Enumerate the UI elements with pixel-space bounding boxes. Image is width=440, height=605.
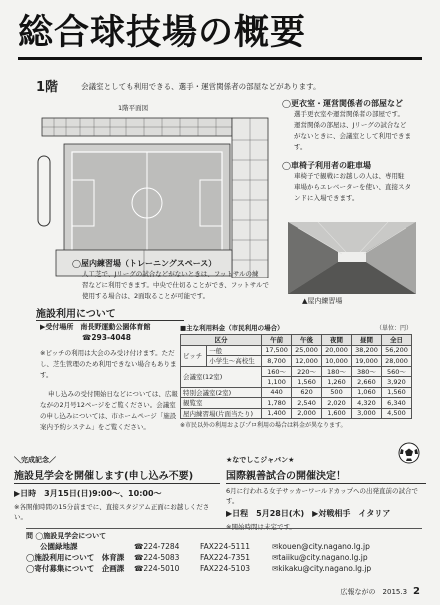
callout-line: す。: [294, 143, 307, 151]
floor-plan-image: [34, 100, 274, 278]
fee-cell: 1,260: [322, 377, 352, 388]
match-note: ※開始時間は未定です。: [226, 523, 296, 531]
fee-row-sublabel: 小学生～高校生: [207, 356, 262, 367]
fee-cell: 3,000: [352, 408, 382, 419]
callout-line: 選手更衣室や運営関係者の部屋です。: [294, 110, 404, 118]
tour-note: ※各開催時間の15分前までに、直接スタジアム正面にお越しください。: [14, 503, 210, 521]
contact-fax: FAX224-5111: [200, 542, 251, 551]
callout-line: ンドに入場できます。: [294, 194, 359, 202]
fee-cell: 8,700: [262, 356, 292, 367]
fee-cell: 10,000: [322, 356, 352, 367]
fee-cell: 12,000: [292, 356, 322, 367]
fee-cell: 38,200: [352, 345, 382, 356]
fee-cell: 28,000: [381, 356, 411, 367]
fee-row-sublabel: 一般: [207, 345, 262, 356]
tour-announcement: [14, 455, 220, 522]
match-title: 国際親善試合の開催決定！: [226, 467, 426, 484]
table-row: [181, 398, 412, 409]
fee-cell: 1,780: [262, 398, 292, 409]
fee-row-label: 特別会議室(2室): [181, 387, 262, 398]
callout-line: がないときに、会議室として利用できま: [294, 132, 411, 140]
contact-row: [26, 552, 422, 563]
fee-cell: 19,000: [352, 356, 382, 367]
fee-heading-text: ■主な利用料金（市民利用の場合）: [180, 324, 284, 332]
fee-cell: 4,500: [381, 408, 411, 419]
fee-unit: （単位：円）: [375, 325, 412, 332]
callout-line: 運営関係の部屋は、Jリーグの試合など: [294, 121, 407, 129]
fee-col-afternoon: 午後: [292, 335, 322, 346]
contact-email[interactable]: ✉taiiku@city.nagano.lg.jp: [272, 553, 368, 562]
footer-publication: 広報ながの 2015.3: [340, 588, 408, 596]
tour-title: 施設見学会を開催します(申し込み不要): [14, 467, 220, 484]
fee-cell: 2,660: [352, 377, 382, 388]
fee-cell: 1,400: [262, 408, 292, 419]
fee-cell: 440: [262, 387, 292, 398]
contact-email[interactable]: ✉kikaku@city.nagano.lg.jp: [272, 564, 372, 573]
fee-row-label: ピッチ: [181, 345, 207, 366]
fee-section: [180, 323, 412, 429]
fee-cell: 25,000: [292, 345, 322, 356]
fee-cell: 3,920: [381, 377, 411, 388]
callout-practice-body: [72, 269, 282, 302]
callout-parking-body: [282, 171, 432, 204]
fee-cell: 180～: [322, 366, 352, 377]
table-row: [181, 345, 412, 356]
contact-fax: FAX224-5103: [200, 564, 251, 573]
contact-tel: ☎224-7284: [134, 542, 180, 551]
fee-cell: 1,100: [262, 377, 292, 388]
match-kicker: ★なでしこジャパン★: [226, 456, 295, 464]
callout-line: 車椅子で観戦にお越しの人は、専用駐: [294, 172, 405, 180]
contact-dept: 公園緑地課: [40, 542, 78, 551]
contact-tel: ☎224-5010: [134, 564, 180, 573]
callout-line: 車場からエレベーターを使い、直接スタ: [294, 183, 411, 191]
page-title: 総合球技場の概要: [18, 10, 422, 60]
callout-locker: [282, 98, 432, 153]
usage-info: [40, 322, 180, 433]
fee-cell: 2,020: [322, 398, 352, 409]
fee-cell: 17,500: [262, 345, 292, 356]
floor-description: 会議室としても利用できる、選手・運営関係者の部屋などがあります。: [81, 82, 321, 91]
fee-cell: 380～: [352, 366, 382, 377]
fee-row-label: 屋内練習場(片面当たり): [181, 408, 262, 419]
reception-tel: ☎293-4048: [82, 333, 131, 342]
match-announcement: [226, 455, 426, 531]
page-footer: [341, 586, 420, 597]
application-note: 申し込みの受付開始日などについては、広報ながの2月号12ページをご覧ください。会議室の申し込みについては、市ホームページ「施設案内予約システム」をご覧ください。: [40, 390, 178, 431]
fee-row-label: 観覧室: [181, 398, 262, 409]
fee-cell: 620: [292, 387, 322, 398]
fee-col-allday: 全日: [381, 335, 411, 346]
fee-col-category: 区分: [181, 335, 262, 346]
fee-cell: 2,540: [292, 398, 322, 409]
table-row: [181, 408, 412, 419]
photo-caption: ▲屋内練習場: [302, 297, 343, 305]
fee-cell: 6,340: [381, 398, 411, 409]
callout-parking-title: ◯車椅子利用者の駐車場: [282, 161, 371, 170]
contact-dept: ◯施設利用について 体育課: [26, 553, 125, 562]
fee-col-morning: 午前: [262, 335, 292, 346]
fee-cell: 4,320: [352, 398, 382, 409]
contact-heading: 問 ◯施設見学会について: [26, 532, 107, 540]
contact-tel: ☎224-5083: [134, 553, 180, 562]
fee-cell: 500: [322, 387, 352, 398]
contact-dept: ◯寄付募集について 企画課: [26, 564, 125, 573]
fee-cell: 160～: [262, 366, 292, 377]
fee-cell: 1,600: [322, 408, 352, 419]
callout-parking: [282, 160, 432, 204]
fee-cell: 220～: [292, 366, 322, 377]
page-number: 2: [413, 586, 420, 597]
fee-col-daytime: 昼間: [352, 335, 382, 346]
fee-cell: 1,060: [352, 387, 382, 398]
fee-cell: 1,560: [292, 377, 322, 388]
fee-heading: [180, 323, 412, 334]
practice-field-photo: [288, 222, 416, 294]
contact-row: [26, 541, 422, 552]
table-row: [181, 387, 412, 398]
floor-label: 1階: [36, 80, 59, 95]
tour-date: ▶日時 3月15日(日)9:00～、10:00～: [14, 489, 162, 498]
fee-cell: 560～: [381, 366, 411, 377]
match-date: ▶日程 5月28日(木) ▶対戦相手 イタリア: [226, 509, 391, 518]
fee-cell: 20,000: [322, 345, 352, 356]
table-row: [181, 366, 412, 377]
reception-place: ▶受付場所 南長野運動公園体育館: [40, 323, 151, 331]
pitch-note: ※ピッチの利用は大会のみ受け付けます。ただし、芝生管理のため利用できない場合もあります。: [40, 349, 177, 379]
fee-cell: 56,200: [381, 345, 411, 356]
callout-line: 習などに利用できます。中央で仕切ることができ、フットサルで: [82, 281, 269, 289]
contact-row: [26, 563, 422, 574]
match-body: 6月に行われる女子サッカーワールドカップへの出発直前の試合です。: [226, 487, 418, 505]
contact-email[interactable]: ✉kouen@city.nagano.lg.jp: [272, 542, 370, 551]
table-row: [181, 356, 412, 367]
callout-practice: [72, 258, 282, 302]
fee-table: [180, 334, 412, 419]
fee-cell: 1,560: [381, 387, 411, 398]
callout-line: 使用する場合は、2面取ることが可能です。: [82, 292, 210, 300]
floor-header: [36, 76, 426, 96]
callout-locker-title: ◯更衣室・運営関係者の部屋など: [282, 99, 403, 108]
callout-locker-body: [282, 109, 432, 153]
callout-line: 人工芝で、Jリーグの試合などがないときは、フットサルの練: [82, 270, 259, 278]
fee-cell: 2,000: [292, 408, 322, 419]
fee-note: ※市民以外の利用およびプロ利用の場合は料金が異なります。: [180, 422, 347, 429]
usage-section-title: 施設利用について: [36, 305, 184, 321]
fee-table-header: [181, 335, 412, 346]
floor-plan-title: 1階平面図: [118, 104, 149, 112]
tour-kicker: ＼完成記念／: [14, 456, 56, 464]
callout-practice-title: ◯屋内練習場（トレーニングスペース）: [72, 259, 217, 268]
fee-col-night: 夜間: [322, 335, 352, 346]
contact-info: [26, 528, 422, 578]
fee-row-label: 会議室(12室): [181, 366, 262, 387]
contact-fax: FAX224-7351: [200, 553, 251, 562]
